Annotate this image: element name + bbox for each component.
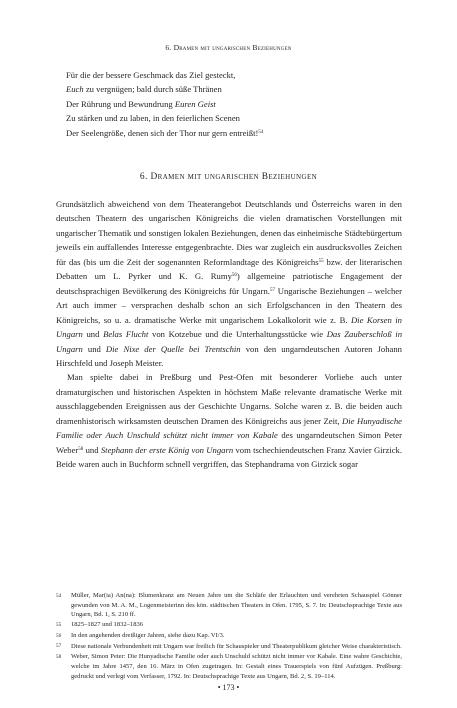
- body-text: [56, 197, 402, 472]
- text-run: ) allgemeine patriotische Engagement der deutschsprachigen Bevölkerung des Königreichs für Ungarn.: [56, 271, 402, 296]
- poem-text: Zu stärken und zu laben, in den feierlichen Scenen: [66, 113, 240, 124]
- text-run: Man spielte dabei in Preßburg und Pest-Ofen mit besonderer Vorliebe auch unter dramaturgischen und historischen Aspekten in höchstem Maße relevante dramatische Werke mit ausschlaggebenden Ereignissen aus der Geschichte Ungarns. Solche waren z. B. die beiden auch dramenhistorisch wirksamsten deutschen Dramen des Königreichs aus jener Zeit,: [56, 372, 402, 426]
- text-run: des ungarndeutschen Simon Peter Weber: [56, 430, 403, 455]
- footnote-ref: 56: [231, 273, 237, 279]
- work-title: Das Zauberschloß in Ungarn: [56, 329, 403, 354]
- text-run: Weber, Simon Peter: Die Hunyadische Familie oder auch Unschuld schützt nicht immer vor Kabale. Eine wahre Geschichte, welche im Jahre 1457, den 16. März in Ofen zugetragen. In: Gestalt eines Trauerspiels von fünf Aufzügen. Preßburg: gedruckt und verlegt vom Verfasser, 1792. In: Deutschsprachige Texte aus Ungarn, Bd. 2, S. 19–114.: [71, 653, 402, 680]
- text-run: von Kotzebue und die Unterhaltungsstücke wie: [148, 329, 327, 340]
- footnote-ref: 54: [258, 129, 264, 135]
- text-run: bzw. der literarischen Debatten um L. Pyrker und K. G. Rumy: [56, 256, 403, 282]
- paragraph-2: [56, 370, 402, 471]
- footnote: [56, 631, 402, 641]
- work-title: Stephann der erste König von Ungarn: [100, 444, 234, 455]
- footnote-text: [71, 591, 402, 620]
- poem-quotation: [66, 68, 263, 140]
- poem-emphasis: Euren Geist: [174, 98, 216, 109]
- text-run: Müller, Mar(ia) An(na): Blumenkranz am Neuen Jahre um die Schläfe der Erlauchten und verehrten Schauspiel Gönner gewunden von M. A. M., Logenmeisterinn des kön. städtischen Theaters in Ofen. 1795, S. 7. In: Deutschsprachige Texte aus Ungarn, Bd. 1, S. 210 ff.: [71, 592, 402, 619]
- text-run: Ungarische Beziehungen – welcher Art auch immer – versprachen deshalb schon an sich Erfolgschancen in den Theatern des Königreichs, so u. a. dramatische Werke mit ungarischem Lokalkolorit wie z. B.: [56, 285, 402, 325]
- poem-line: [66, 68, 263, 82]
- work-title: Belas Flucht: [103, 329, 149, 340]
- footnote: [56, 642, 402, 652]
- footnote: [56, 591, 402, 620]
- footnote-number: 55: [56, 621, 62, 628]
- footnote-text: [71, 652, 402, 681]
- poem-text: zu vergnügen; bald durch süße Thränen: [83, 84, 222, 95]
- footnote-text: [71, 642, 402, 652]
- poem-line: [66, 111, 263, 125]
- footnote: [56, 652, 402, 681]
- text-run: 1825–1827 und 1832–1836: [71, 621, 144, 629]
- footnote-ref: 58: [78, 446, 84, 452]
- page-number: • 173 •: [217, 683, 240, 692]
- text-run: Diese nationale Verbundenheit mit Ungarn war freilich für Schauspieler und Theaterpublikum gleicher Weise charakteristisch.: [71, 642, 402, 650]
- footnote-text: [71, 620, 402, 630]
- footnote-number: 58: [56, 653, 62, 660]
- footnote-text: [71, 631, 402, 641]
- paragraph-1: [56, 197, 402, 370]
- poem-text: Der Rührung und Bewundrung: [66, 98, 175, 109]
- footnote-number: 54: [56, 592, 62, 599]
- text-run: und: [82, 329, 104, 340]
- poem-text: Für die der bessere Geschmack das Ziel gesteckt,: [66, 70, 236, 80]
- footnote-ref: 57: [269, 287, 275, 293]
- poem-line: [66, 82, 263, 96]
- text-run: und: [83, 444, 101, 455]
- text-run: und: [82, 343, 106, 354]
- text-run: von den ungarndeutschen Autoren Johann Hirschfeld und Joseph Meister.: [56, 343, 402, 368]
- work-title: Die Korsen in Ungarn: [56, 314, 402, 340]
- work-title: Die Nixe der Quelle bei Trentschin: [105, 343, 241, 354]
- running-head: 6. Dramen mit ungarischen Beziehungen: [165, 43, 292, 52]
- footnote-ref: 55: [318, 258, 324, 264]
- footnote: [56, 620, 402, 630]
- footnotes: [56, 591, 402, 682]
- work-title: Die Hunyadische Familie oder Auch Unschuld schützt nicht immer von Kabale: [56, 415, 402, 441]
- footnote-number: 57: [56, 643, 62, 650]
- footnote-number: 56: [56, 632, 62, 639]
- poem-line: [66, 126, 263, 140]
- text-run: In den angehenden dreißiger Jahren, siehe dazu Kap. VI/3.: [71, 632, 225, 640]
- poem-line: [66, 97, 263, 111]
- poem-text: Der Seelengröße, denen sich der Thor nur gern entreißt!: [66, 127, 259, 138]
- text-run: vom tschechiendeutschen Franz Xavier Girzick. Beide waren auch in Buchform schnell vergriffen, das Stephandrama von Girzick sogar: [56, 444, 403, 470]
- section-title: 6. Dramen mit ungarischen Beziehungen: [139, 172, 318, 182]
- text-run: Grundsätzlich abweichend von dem Theaterangebot Deutschlands und Österreichs waren in den deutschen Theatern des ungarischen Königreichs die vielen dramatischen Vorstellungen mit ungarischer Thematik und sonstigen lokalen Beziehungen, denen das einheimische Städtebürgertum jeweils ein auffallendes Interesse entgegenbrachte. Dies war zugleich ein ausdrucksvolles Zeichen für das (bis um die Zeit der sogenannten Reformlandtage des Königreichs: [56, 199, 402, 267]
- poem-emphasis: Euch: [66, 84, 84, 95]
